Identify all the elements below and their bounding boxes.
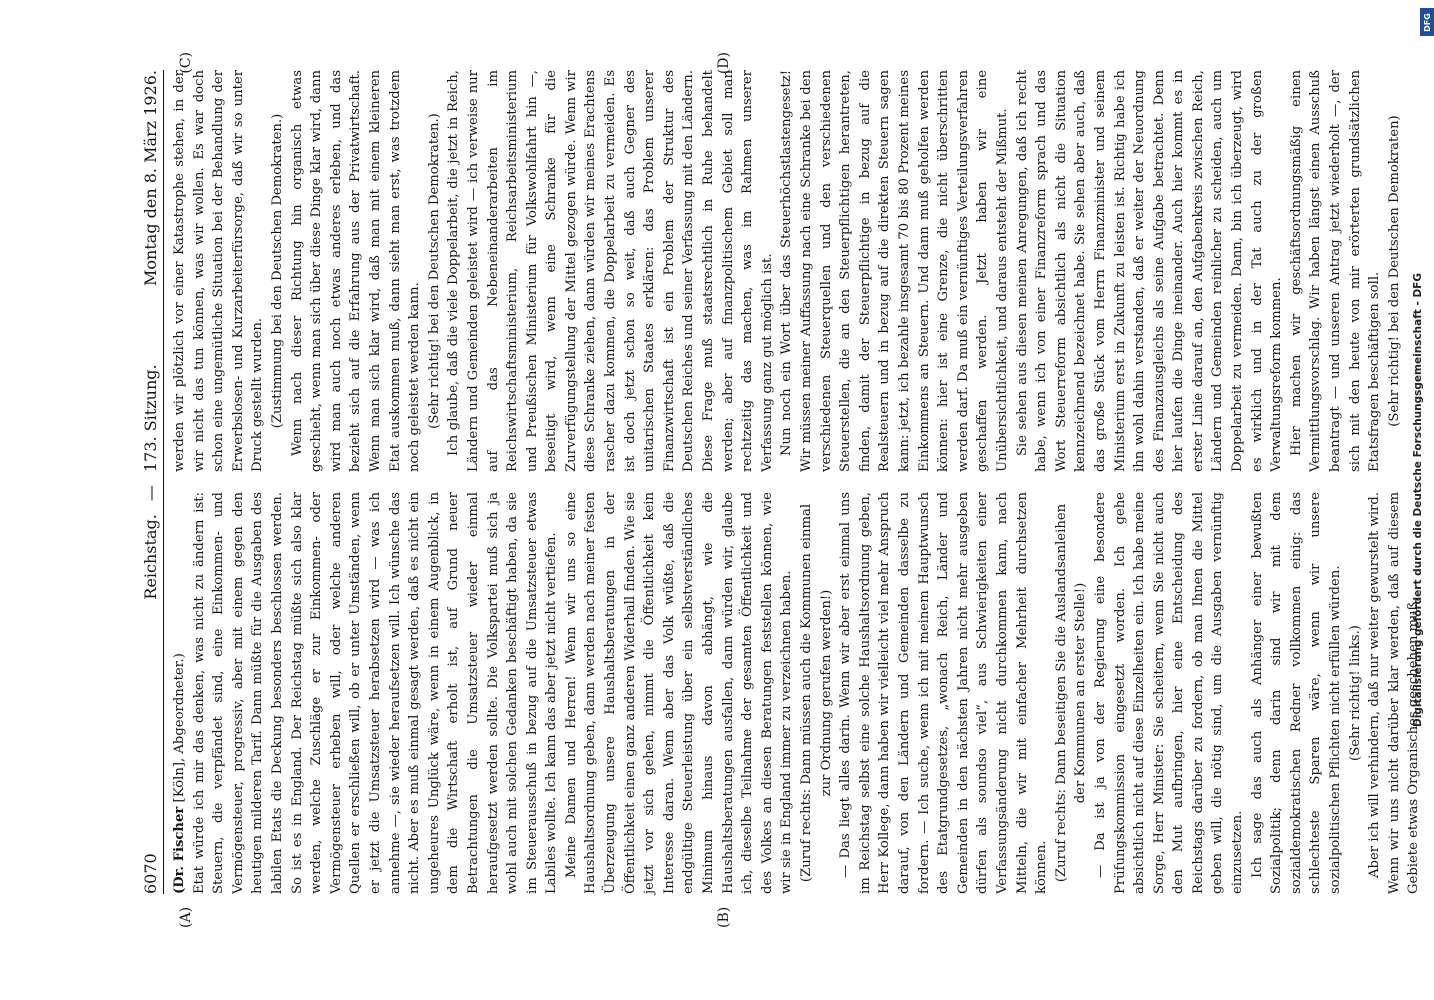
interjection: (Sehr richtig! bei den Deutschen Demokraten.) (426, 113, 442, 429)
paragraph: Nun noch ein Wort über das Steuerhöchstlastengesetz! Wir müssen meiner Auffassung nach eine Schranke bei den verschiedenen Steuerquellen und den verschiedenen Steuerstellen, die an den Steuerpflichtigen herantreten, finden, damit der Steuerpflichtige in bezug auf die Realsteuern und in bezug auf die direkten Steuern sagen kann: jetzt, ich bezahle insgesamt 70 bis 80 Prozent meines Einkommens an Steuern. Und dann muß geholfen werden können: hier ist eine Grenze, die nicht überschritten werden darf. Da muß ein vernünftiges Verteilungsverfahren geschaffen werden. Jetzt haben wir eine Unübersichtlichkeit, und daraus entsteht der Mißmut. (779, 70, 1010, 472)
paragraph: Sie sehen aus diesen meinen Anregungen, daß ich recht habe, wenn ich von einer Finanzreform sprach und das Wort Steuerreform absichtlich als nicht die Situation kennzeichnend bezeichnet habe. Sie sehen aber auch, daß das große Stück vom Herrn Finanzminister und seinem Ministerium erst in Zukunft zu leisten ist. Richtig habe ich ihn wohl dahin verstanden, daß er weiter der Neuordnung des Finanzausgleichs als seine Aufgabe betrachtet. Denn hier laufen die Dinge ineinander. Auch hier kommt es in erster Linie darauf an, den Aufgabenkreis zwischen Reich, Ländern und Gemeinden reinlicher zu scheiden, auch um Doppelarbeit zu vermeiden. Dann, bin ich überzeugt, wird es wirklich und in der Tat auch zu der großen Verwaltungsreform kommen. (1014, 70, 1285, 472)
header-session: 173. Sitzung. (141, 364, 160, 472)
interjection: (Zuruf rechts: Dann müssen auch die Kommunen einmal zur Ordnung gerufen werden!) (799, 503, 834, 883)
header-body: Reichstag. (141, 514, 160, 600)
header-dash: — (141, 485, 160, 502)
margin-marker-a: (A) (178, 906, 194, 928)
paragraph: Wenn nach dieser Richtung hin organisch etwas geschieht, wenn man sich über diese Dinge klar wird, dann wird man auch noch etwas anderes erleben, und das bezieht sich auf die Erfahrung aus der Privatwirtschaft. Wenn man sich klar wird, daß man mit einem kleineren Etat auskommen muß, dann sieht man erst, was trotzdem noch geleistet werden kann. (289, 70, 423, 472)
header-center (141, 70, 160, 894)
interjection: (Zustimmung bei den Deutschen Demokraten.) (269, 113, 285, 429)
interjection: (Sehr richtig! bei den Deutschen Demokraten) (1386, 115, 1402, 427)
text-column-right (170, 70, 1402, 472)
paragraph: — Das liegt alles darin. Wenn wir aber erst einmal uns im Reichstag selbst eine solche Haushaltsordnung geben, Herr Kollege, dann haben wir vielleicht viel mehr Anspruch darauf, von den Ländern und Gemeinden dasselbe zu fordern. — Ich suche, wenn ich mit meinem Hauptwunsch des Etatgrundgesetzes, „wonach Reich, Länder und Gemeinden in den nächsten Jahren nicht mehr ausgeben dürfen als soundso viel“, aus Schwierigkeiten einer Verfassungsänderung nicht durchkommen kann, nach Mitteln, die wir mit einfacher Mehrheit durchsetzen können. (838, 492, 1050, 894)
paragraph: Meine Damen und Herren! Wenn wir uns so eine Haushaltsordnung geben, dann werden nach meiner festen Überzeugung unsere Haushaltsberatungen in der Öffentlichkeit einen ganz anderen Widerhall finden. Wie sie jetzt vor sich gehen, nimmt die Öffentlichkeit kein Interesse daran. Wenn aber das Volk wüßte, daß die endgültige Steuerleistung über ein selbstverständliches Minimum hinaus davon abhängt, wie die Haushaltsberatungen ausfallen, dann würden wir, glaube ich, dieselbe Teilnahme der gesamten Öffentlichkeit und des Volkes an diesen Beratungen feststellen können, wie wir sie in England immer zu verzeichnen haben. (563, 492, 795, 894)
header-date: Montag den 8. März 1926. (141, 70, 160, 286)
paragraph: Ich sage das auch als Anhänger einer bewußten Sozialpolitik; denn darin sind wir mit dem sozialdemokratischen Redner vollkommen einig: das schlechteste Sparen wäre, wenn wir unsere sozialpolitischen Pflichten nicht erfüllen würden. (1249, 492, 1344, 894)
dfg-logo: DFG (1420, 8, 1434, 36)
speaker-role: [Köln], Abgeordneter.) (172, 653, 187, 807)
interjection: (Sehr richtig! links.) (1347, 625, 1363, 761)
interjection: (Zuruf rechts: Dann beseitigen Sie die Auslandsanleihen der Kommunen an erster Stelle!) (1053, 503, 1089, 883)
digitization-credit: Digitalisierung gefördert durch die Deutsche Forschungsgemeinschaft - DFG (1412, 273, 1424, 727)
margin-marker-d: (D) (716, 52, 732, 75)
speaker-name: (Dr. Fischer (172, 806, 187, 894)
margin-marker-b: (B) (716, 906, 732, 928)
page-header (130, 70, 164, 894)
paragraph: Hier machen wir geschäftsordnungsmäßig einen Vermittlungsvorschlag. Wir haben längst einen Ausschuß beantragt — und unseren Antrag jetzt wiederholt —, der sich mit den heute von mir erörterten grundsätzlichen Etatsfragen beschäftigen soll. (1288, 70, 1383, 472)
text-column-left (170, 492, 1422, 894)
paragraph: Aber ich will verhindern, daß nur weiter gewurstelt wird. Wenn wir uns nicht darüber klar werden, daß auf diesem Gebiete etwas Organisches geschehen muß, (1367, 492, 1422, 894)
paragraph-continued: Etat würde ich mir das denken, was nicht zu ändern ist: Steuern, die verpfändet sind, eine Einkommen- und Vermögensteuer, progressiv, aber mit einem gegen den heutigen milderen Tarif. Dann müßte für die Ausgaben des labilen Etats die Deckung besonders beschlossen werden. So ist es in England. Der Reichstag müßte sich also klar werden, welche Zuschläge er zur Einkommen- oder Vermögensteuer erheben will, oder welche anderen Quellen er erschließen will, ob er unter Umständen, wenn er jetzt die Umsatzsteuer herabsetzen wird — was ich annehme —, sie wieder heraufsetzen will. Ich wünsche das nicht. Aber es muß einmal gesagt werden, daß es nicht ein ungeheures Unglück wäre, wenn in einem Augenblick, in dem die Wirtschaft erholt ist, auf Grund neuer Betrachtungen die Umsatzsteuer wieder einmal heraufgesetzt werden sollte. Die Volkspartei muß sich ja wohl auch mit solchen Gedanken beschäftigt haben, da sie im Steuerausschuß in bezug auf die Umsatzsteuer etwas Labiles wollte. Ich kann das aber jetzt nicht vertiefen. (191, 492, 560, 894)
speaker-line (170, 492, 190, 894)
paragraph: Ich glaube, daß die viele Doppelarbeit, die jetzt in Reich, Ländern und Gemeinden geleistet wird — ich verweise nur auf das Nebeneinanderarbeiten im Reichswirtschaftsministerium, Reichsarbeitsministerium und Preußischen Ministerium für Volkswohlfahrt hin —, beseitigt wird, wenn eine Schranke für die Zurverfügungstellung der Mittel gezogen würde. Wenn wir diese Schranke ziehen, dann würden wir meines Erachtens rascher dazu kommen, die Doppelarbeit zu vermeiden. Es ist doch jetzt schon so weit, daß auch Gegner des unitarischen Staates erklären: das Problem unserer Finanzwirtschaft ist ein Problem der Struktur des Deutschen Reiches und seiner Verfassung mit den Ländern. Diese Frage muß staatsrechtlich in Ruhe behandelt werden; aber auf finanzpolitischem Gebiet soll man rechtzeitig das machen, was im Rahmen unserer Verfassung ganz gut möglich ist. (446, 70, 775, 472)
paragraph: — Da ist ja von der Regierung eine besondere Prüfungskommission eingesetzt worden. Ich gehe absichtlich nicht auf diese Einzelheiten ein. Ich habe meine Sorge, Herr Minister: Sie scheitern, wenn Sie nicht auch den Mut aufbringen, hier eine Entscheidung des Reichstags darüber zu fordern, ob man Ihnen die Mittel geben will, die nötig sind, um die Ausgaben vernünftig einzusetzen. (1092, 492, 1246, 894)
page-number: 6070 (141, 853, 160, 894)
paragraph-continued: werden wir plötzlich vor einer Katastrophe stehen, in der wir nicht das tun können, was wir wollen. Es war doch schon eine ungemütliche Situation bei der Behandlung der Erwerbslosen- und Kurzarbeiterfürsorge, daß wir so unter Druck gestellt wurden. (172, 70, 266, 472)
margin-marker-c: (C) (178, 52, 194, 74)
